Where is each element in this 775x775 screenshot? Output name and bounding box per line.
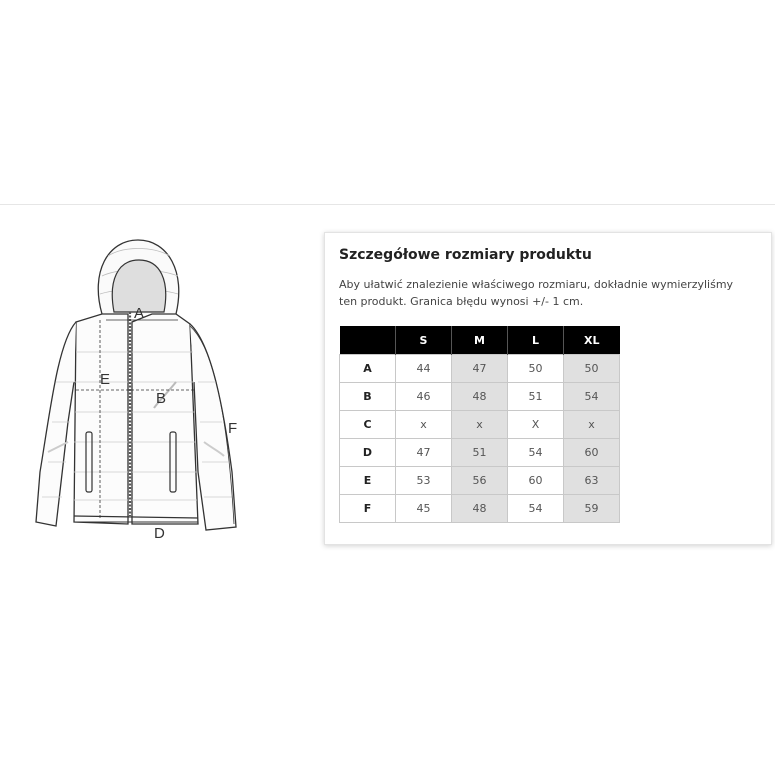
row-label: F (340, 495, 396, 523)
column-header-xl: XL (564, 326, 620, 355)
table-cell: 54 (508, 495, 564, 523)
size-table (339, 326, 620, 523)
table-cell: 48 (452, 383, 508, 411)
table-cell: 50 (508, 355, 564, 383)
table-cell: 54 (564, 383, 620, 411)
table-cell: 47 (396, 439, 452, 467)
card-description: Aby ułatwić znalezienie właściwego rozmiaru, dokładnie wymierzyliśmy ten produkt. Granica błędu wynosi +/- 1 cm. (339, 278, 734, 308)
row-label: B (340, 383, 396, 411)
table-header-row (340, 326, 620, 355)
jacket-diagram (28, 232, 250, 542)
table-cell: 54 (508, 439, 564, 467)
card-title: Szczegółowe rozmiary produktu (339, 247, 592, 263)
table-cell: 51 (452, 439, 508, 467)
table-cell: 60 (564, 439, 620, 467)
table-cell: 48 (452, 495, 508, 523)
table-cell: 56 (452, 467, 508, 495)
table-cell: 63 (564, 467, 620, 495)
column-header-empty (340, 326, 396, 355)
measure-label-d: D (154, 525, 165, 542)
table-cell: x (564, 411, 620, 439)
table-row (340, 383, 620, 411)
table-row (340, 467, 620, 495)
table-row (340, 495, 620, 523)
table-row (340, 411, 620, 439)
table-cell: x (452, 411, 508, 439)
jacket-drawing (28, 232, 250, 542)
section-divider (0, 204, 775, 205)
size-details-card (324, 232, 772, 545)
row-label: A (340, 355, 396, 383)
measure-label-e: E (100, 371, 111, 388)
table-cell: x (396, 411, 452, 439)
table-cell: 51 (508, 383, 564, 411)
table-row (340, 355, 620, 383)
table-cell: 50 (564, 355, 620, 383)
row-label: D (340, 439, 396, 467)
column-header-l: L (508, 326, 564, 355)
table-cell: 47 (452, 355, 508, 383)
table-cell: 60 (508, 467, 564, 495)
table-cell: 59 (564, 495, 620, 523)
row-label: E (340, 467, 396, 495)
table-cell: X (508, 411, 564, 439)
row-label: C (340, 411, 396, 439)
column-header-s: S (396, 326, 452, 355)
measure-label-a: A (134, 305, 145, 322)
measure-label-f: F (228, 420, 238, 437)
table-cell: 45 (396, 495, 452, 523)
table-cell: 53 (396, 467, 452, 495)
column-header-m: M (452, 326, 508, 355)
table-row (340, 439, 620, 467)
table-cell: 44 (396, 355, 452, 383)
table-cell: 46 (396, 383, 452, 411)
measure-label-b: B (156, 390, 167, 407)
